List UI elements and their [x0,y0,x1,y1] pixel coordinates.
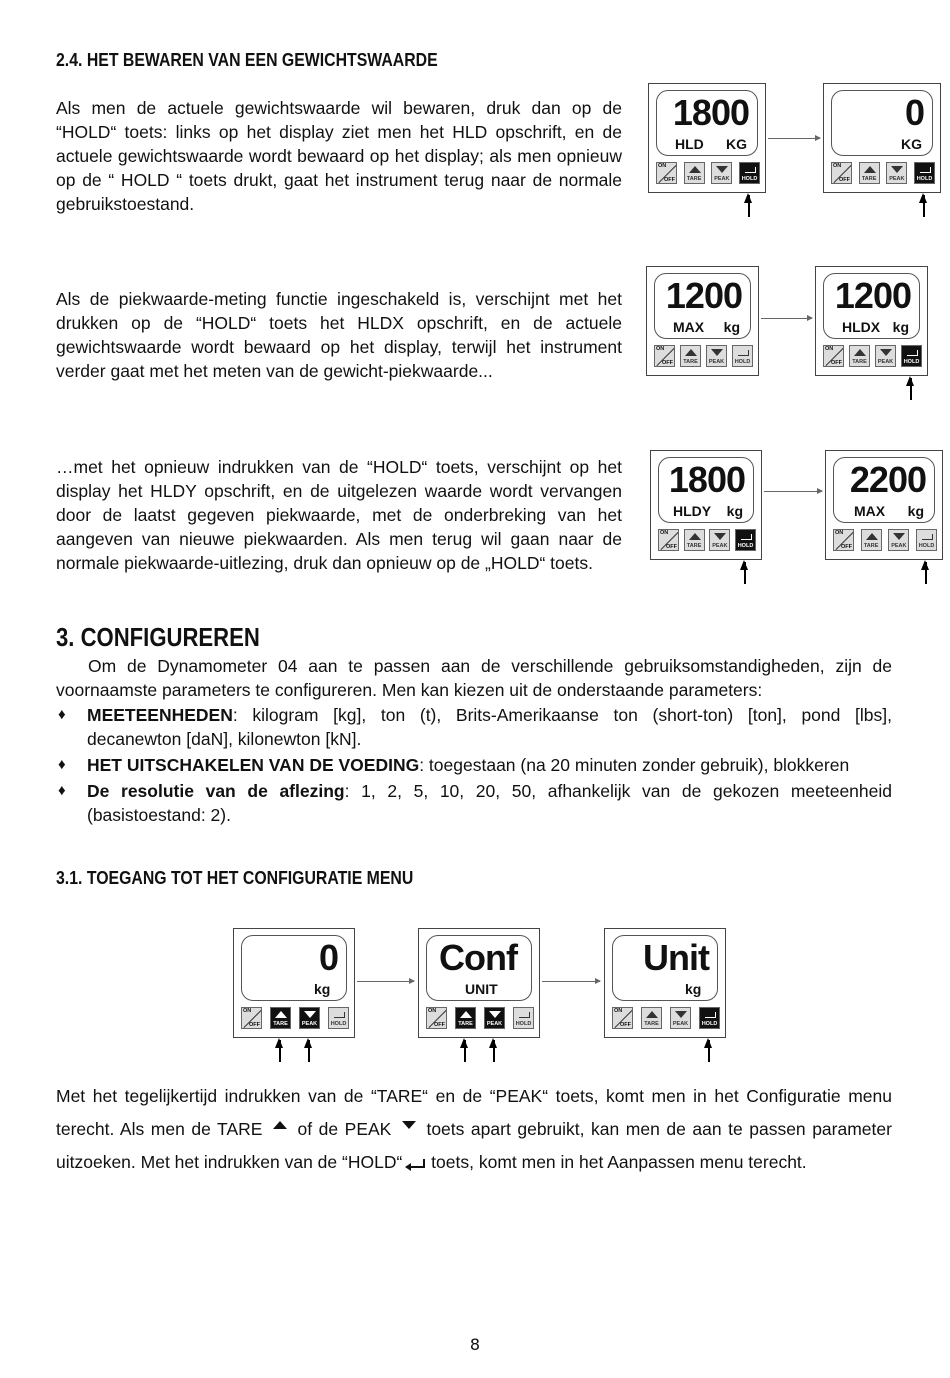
lcd-status-label: MAX [673,318,705,335]
peak-glyph-icon [893,533,905,540]
tare-key: TARE [849,345,870,367]
list-item [56,753,892,777]
press-arrow-icon [464,1040,466,1062]
lcd-value: 1200 [665,275,742,316]
bullet-term: MEETEENHEDEN [87,705,233,725]
lcd-value: 0 [318,937,338,978]
press-arrow-icon [910,378,912,400]
peak-key: PEAK [709,529,730,551]
peak-glyph-icon [716,166,728,173]
lcd-unit-label: KG [726,135,747,152]
lcd-status-label: HLDY [673,502,712,519]
parameter-list [56,703,892,829]
tare-key: TARE [680,345,701,367]
device-illustration [650,450,762,560]
peak-glyph-icon [891,166,903,173]
press-arrow-icon [748,195,750,217]
keypad [831,162,933,186]
device-illustration [418,928,540,1038]
onoff-key: ON OFF [823,345,844,367]
lcd-status-label: HLDX [842,318,881,335]
list-item [56,779,892,827]
keypad [833,529,935,553]
tare-key: TARE [641,1007,662,1029]
tare-key: TARE [455,1007,476,1029]
tare-glyph-icon [866,533,878,540]
lcd-unit-label: kg [892,318,909,335]
device-illustration [823,83,941,193]
hold-glyph-icon [519,1012,530,1018]
tare-key: TARE [684,529,705,551]
lcd-screen [658,457,754,523]
lcd-value: Conf [439,937,517,978]
bullet-text: : toegestaan (na 20 minuten zonder gebruik), blokkeren [419,755,850,775]
keypad [656,162,758,186]
transition-arrow-icon [764,491,822,492]
tare-glyph-icon [864,166,876,173]
lcd-unit-label: UNIT [465,980,498,997]
tare-glyph-icon [275,1011,287,1018]
lcd-status-label: MAX [854,502,886,519]
paragraph-hldx: Als de piekwaarde-meting functie ingeschakeld is, verschijnt met het drukken op de “HOLD“ toets het HLDX opschrift, en de actuele gewichtswaarde wordt bewaard op het display, terwijl het instrument verder gaat met het meten van de gewicht-piekwaarde... [56,289,622,381]
lcd-value: 2200 [849,459,926,500]
hold-glyph-icon [920,167,931,173]
hold-glyph-icon [745,167,756,173]
bullet-text: : kilogram [kg], ton (t), Brits-Amerikaanse ton (short-ton) [ton], pond [lbs], decanewton [daN], kilonewton [kN]. [87,705,892,749]
lcd-unit-label: kg [723,318,740,335]
transition-arrow-icon [542,981,600,982]
keypad [426,1007,532,1031]
tare-key: TARE [270,1007,291,1029]
hold-key: HOLD [513,1007,534,1029]
hold-glyph-icon [705,1012,716,1018]
hold-key: HOLD [901,345,922,367]
transition-arrow-icon [768,138,820,139]
bullet-term: HET UITSCHAKELEN VAN DE VOEDING [87,755,420,775]
text-part: toets, komt men in het Aanpassen menu terecht. [431,1152,807,1172]
peak-key: PEAK [888,529,909,551]
onoff-key: ON OFF [426,1007,447,1029]
tare-glyph-icon [646,1011,658,1018]
bullet-diamond-icon: ♦ [58,782,66,799]
hold-glyph-icon [738,350,749,356]
lcd-value: 1800 [668,459,745,500]
text-part: Met het tegelijkertijd indrukken van de “TARE“ en de “PEAK“ toets, komt men in het Configuratie menu terecht. Als men de TARE [56,1086,892,1139]
lcd-screen [656,90,758,156]
peak-key: PEAK [875,345,896,367]
hold-glyph-icon [922,534,933,540]
keypad [654,345,751,369]
tare-glyph-icon [460,1011,472,1018]
peak-key: PEAK [670,1007,691,1029]
page-number: 8 [469,1335,481,1354]
lcd-screen [241,935,347,1001]
text-part: toets apart gebruikt, kan men de aan te passen parameter uitzoeken. Met het indrukken van de “HOLD“ [56,1119,892,1172]
onoff-key: ON OFF [612,1007,633,1029]
paragraph-hldy: …met het opnieuw indrukken van de “HOLD“ toets, verschijnt op het display het HLDY opschrift, en de uitgelezen waarde wordt vervangen door de laatst gegeven piekwaarde, met de onderbreking van het aangeven van nieuwe piekwaarden. Als men terug wil gaan naar de normale piekwaarde-uitlezing, druk dan opnieuw op de „HOLD“ toets. [56,457,622,573]
section-heading-3: 3. CONFIGUREREN [56,622,260,652]
press-arrow-icon [708,1040,710,1062]
paragraph-hold: Als men de actuele gewichtswaarde wil bewaren, druk dan op de “HOLD“ toets: links op het display ziet men het HLD opschrift, en de actuele gewichtswaarde wordt bewaard op het display; als men opnieuw op de “ HOLD “ toets drukt, gaat het instrument terug naar de normale gebruikstoestand. [56,98,622,214]
press-arrow-icon [923,195,925,217]
hold-return-icon [410,1159,425,1168]
transition-arrow-icon [357,981,414,982]
onoff-key: ON OFF [658,529,679,551]
peak-down-icon [402,1121,416,1129]
onoff-key: ON OFF [831,162,852,184]
press-arrow-icon [925,562,927,584]
device-illustration [815,266,928,376]
onoff-key: ON OFF [833,529,854,551]
section-heading-2-4: 2.4. HET BEWAREN VAN EEN GEWICHTSWAARDE [56,50,438,70]
tare-key: TARE [859,162,880,184]
bullet-diamond-icon: ♦ [58,706,66,723]
paragraph-config-intro: Om de Dynamometer 04 aan te passen aan de verschillende gebruiksomstandigheden, zijn de voornaamste parameters te configureren. Men kan kiezen uit de onderstaande parameters: [56,656,892,700]
device-illustration [233,928,355,1038]
hold-glyph-icon [907,350,918,356]
lcd-screen [654,273,751,339]
paragraph-config-access [56,1080,892,1179]
keypad [823,345,920,369]
tare-glyph-icon [689,166,701,173]
bullet-text: : 1, 2, 5, 10, 20, 50, afhankelijk van de gekozen meeteenheid (basistoestand: 2). [87,781,893,825]
hold-key: HOLD [735,529,756,551]
lcd-screen [833,457,935,523]
bullet-term: De resolutie van de aflezing [87,781,345,801]
device-illustration [825,450,943,560]
peak-key: PEAK [711,162,732,184]
press-arrow-icon [493,1040,495,1062]
text-part: of de PEAK [297,1119,392,1139]
peak-glyph-icon [711,349,723,356]
lcd-unit-label: kg [685,980,702,997]
lcd-value: 0 [904,92,924,133]
lcd-status-label: HLD [675,135,704,152]
hold-glyph-icon [334,1012,345,1018]
hold-key: HOLD [914,162,935,184]
keypad [612,1007,718,1031]
peak-glyph-icon [714,533,726,540]
section-heading-3-1: 3.1. TOEGANG TOT HET CONFIGURATIE MENU [56,868,414,888]
press-arrow-icon [279,1040,281,1062]
device-illustration [604,928,726,1038]
hold-key: HOLD [732,345,753,367]
peak-glyph-icon [304,1011,316,1018]
lcd-unit-label: kg [314,980,331,997]
transition-arrow-icon [761,318,812,319]
tare-glyph-icon [689,533,701,540]
lcd-unit-label: kg [907,502,924,519]
lcd-screen [823,273,920,339]
tare-key: TARE [684,162,705,184]
peak-key: PEAK [299,1007,320,1029]
peak-key: PEAK [706,345,727,367]
hold-key: HOLD [916,529,937,551]
device-illustration [648,83,766,193]
tare-glyph-icon [685,349,697,356]
lcd-value: Unit [643,937,709,978]
onoff-key: ON OFF [656,162,677,184]
hold-key: HOLD [328,1007,349,1029]
lcd-unit-label: KG [901,135,922,152]
press-arrow-icon [308,1040,310,1062]
keypad [658,529,754,553]
bullet-diamond-icon: ♦ [58,756,66,773]
peak-key: PEAK [484,1007,505,1029]
hold-key: HOLD [739,162,760,184]
press-arrow-icon [744,562,746,584]
hold-glyph-icon [741,534,752,540]
lcd-screen [426,935,532,1001]
lcd-value: 1800 [672,92,749,133]
tare-glyph-icon [854,349,866,356]
peak-glyph-icon [489,1011,501,1018]
tare-key: TARE [861,529,882,551]
lcd-screen [612,935,718,1001]
peak-glyph-icon [675,1011,687,1018]
hold-key: HOLD [699,1007,720,1029]
tare-up-icon [273,1121,287,1129]
peak-glyph-icon [880,349,892,356]
list-item [56,703,892,751]
keypad [241,1007,347,1031]
device-illustration [646,266,759,376]
lcd-screen [831,90,933,156]
lcd-unit-label: kg [726,502,743,519]
onoff-key: ON OFF [241,1007,262,1029]
lcd-value: 1200 [834,275,911,316]
peak-key: PEAK [886,162,907,184]
onoff-key: ON OFF [654,345,675,367]
